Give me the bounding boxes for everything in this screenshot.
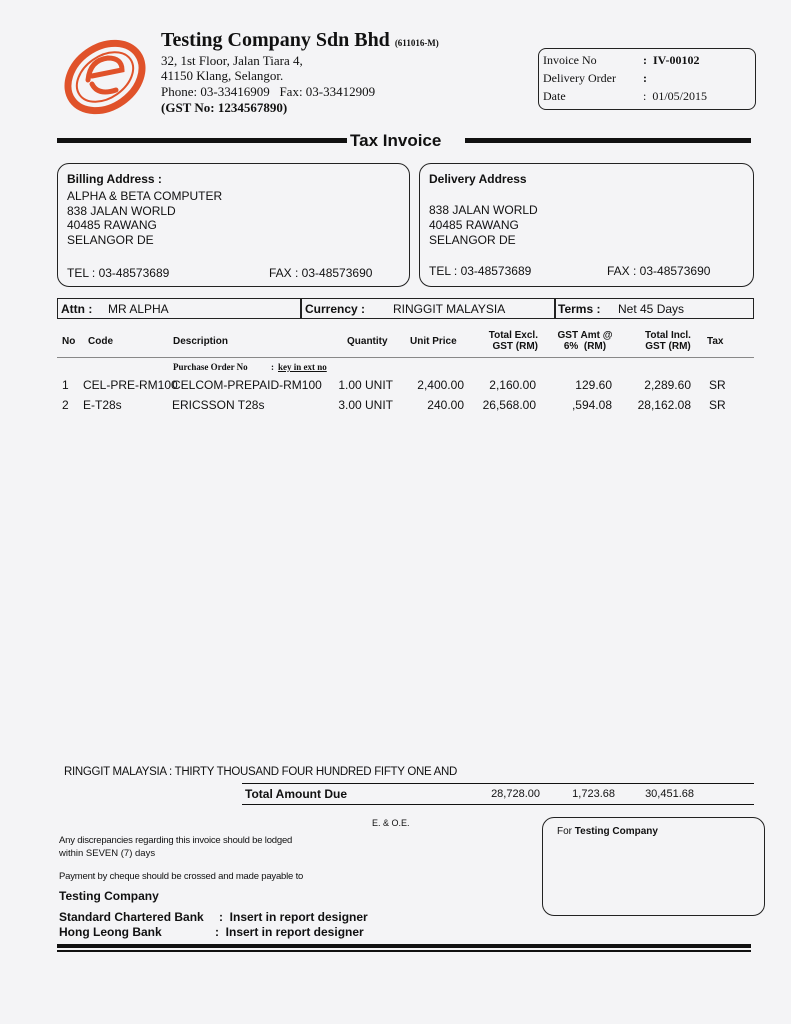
col-header-tax: Tax [707,336,724,347]
terms-label: Terms : [558,302,601,316]
po-colon: : [271,362,274,372]
company-logo [60,36,150,118]
signature-prefix: For [557,826,575,837]
bank2-value: : Insert in report designer [215,925,364,939]
delivery-order-value: : [643,71,647,85]
col-header-gst-amt-line2: 6% (RM) [563,341,607,352]
company-address-2: 41150 Klang, Selangor. [161,68,284,83]
delivery-line-3: SELANGOR DE [429,233,516,247]
delivery-line-1: 838 JALAN WORLD [429,203,538,217]
billing-heading: Billing Address : [67,172,162,186]
date-label: Date [543,89,566,103]
row1-description: CELCOM-PREPAID-RM100 [172,378,322,392]
bottom-rule-thin [57,950,751,952]
col-header-quantity: Quantity [347,336,388,347]
row2-gst: ,594.08 [571,398,612,412]
invoice-no-label: Invoice No [543,53,597,67]
billing-tel: TEL : 03-48573689 [67,266,170,280]
delivery-tel: TEL : 03-48573689 [429,264,532,278]
row2-no: 2 [62,398,69,412]
eoe: E. & O.E. [372,818,410,828]
date-value: : 01/05/2015 [643,89,708,103]
attn-label: Attn : [61,302,93,316]
currency-value: RINGGIT MALAYSIA [393,302,506,316]
company-name: Testing Company Sdn Bhd (611016-M) [161,29,439,51]
header-underline [57,357,754,358]
row1-no: 1 [62,378,69,392]
attn-divider-2 [554,298,556,319]
discrepancy-note-2: within SEVEN (7) days [59,848,156,859]
row2-total-excl: 26,568.00 [482,398,536,412]
col-header-total-incl-line1: Total Incl. [645,330,691,341]
bank2-label: Hong Leong Bank [59,925,162,939]
company-reg-no: (611016-M) [394,38,439,48]
invoice-no: : IV-00102 [643,53,700,67]
col-header-code: Code [88,336,113,347]
total-excl: 28,728.00 [491,788,540,800]
col-header-total-excl [470,330,538,352]
row2-code: E-T28s [83,398,122,412]
row2-tax: SR [709,398,726,412]
billing-line-1: ALPHA & BETA COMPUTER [67,189,223,203]
row2-description: ERICSSON T28s [172,398,265,412]
row1-code: CEL-PRE-RM100 [83,378,178,392]
cheque-note: Payment by cheque should be crossed and made payable to [59,871,304,882]
company-phone-fax: Phone: 03-33416909 Fax: 03-33412909 [161,84,376,99]
terms-value: Net 45 Days [618,302,685,316]
row1-gst: 129.60 [575,378,612,392]
bank1-label: Standard Chartered Bank [59,910,204,924]
company-gst: (GST No: 1234567890) [161,100,288,115]
row2-total-incl: 28,162.08 [637,398,691,412]
col-header-total-incl [635,330,701,352]
row1-total-incl: 2,289.60 [644,378,691,392]
billing-fax: FAX : 03-48573690 [269,266,373,280]
billing-line-2: 838 JALAN WORLD [67,204,176,218]
currency-label: Currency : [305,302,366,316]
title-rule-right [465,138,751,143]
row1-unit-price: 2,400.00 [417,378,464,392]
col-header-unit-price: Unit Price [410,336,457,347]
po-value: key in ext no [278,362,327,372]
col-header-total-excl-line2: GST (RM) [492,341,538,352]
po-label: Purchase Order No [173,362,248,372]
col-header-total-incl-line2: GST (RM) [645,341,691,352]
delivery-order-label: Delivery Order [543,71,616,85]
total-gst: 1,723.68 [572,788,615,800]
delivery-heading: Delivery Address [429,172,527,186]
payee-name: Testing Company [59,889,159,903]
attn-divider-1 [300,298,302,319]
bottom-rule-thick [57,944,751,948]
signature-for [557,826,658,837]
col-header-description: Description [173,336,229,347]
title-rule-left [57,138,347,143]
row1-tax: SR [709,378,726,392]
total-incl: 30,451.68 [645,788,694,800]
delivery-line-2: 40485 RAWANG [429,218,519,232]
row2-unit-price: 240.00 [427,398,464,412]
company-address-1: 32, 1st Floor, Jalan Tiara 4, [161,53,303,68]
row2-quantity: 3.00 UNIT [338,398,393,412]
totals-rule-top [242,783,754,784]
billing-line-3: 40485 RAWANG [67,218,157,232]
bank1-value: : Insert in report designer [219,910,368,924]
document-title: Tax Invoice [350,131,442,150]
row1-quantity: 1.00 UNIT [338,378,393,392]
delivery-fax: FAX : 03-48573690 [607,264,711,278]
total-amount-label: Total Amount Due [245,787,347,801]
col-header-no: No [62,336,76,347]
discrepancy-note-1: Any discrepancies regarding this invoice should be lodged [59,835,293,846]
totals-rule-bottom [242,804,754,805]
row1-total-excl: 2,160.00 [489,378,536,392]
signature-company: Testing Company [574,826,658,837]
col-header-gst-amt-line1: GST Amt @ [557,330,613,341]
col-header-total-excl-line1: Total Excl. [488,330,538,341]
billing-line-4: SELANGOR DE [67,233,154,247]
amount-in-words: RINGGIT MALAYSIA : THIRTY THOUSAND FOUR HUNDRED FIFTY ONE AND [64,766,457,778]
attn-value: MR ALPHA [108,302,169,316]
col-header-gst-amt [550,330,620,352]
